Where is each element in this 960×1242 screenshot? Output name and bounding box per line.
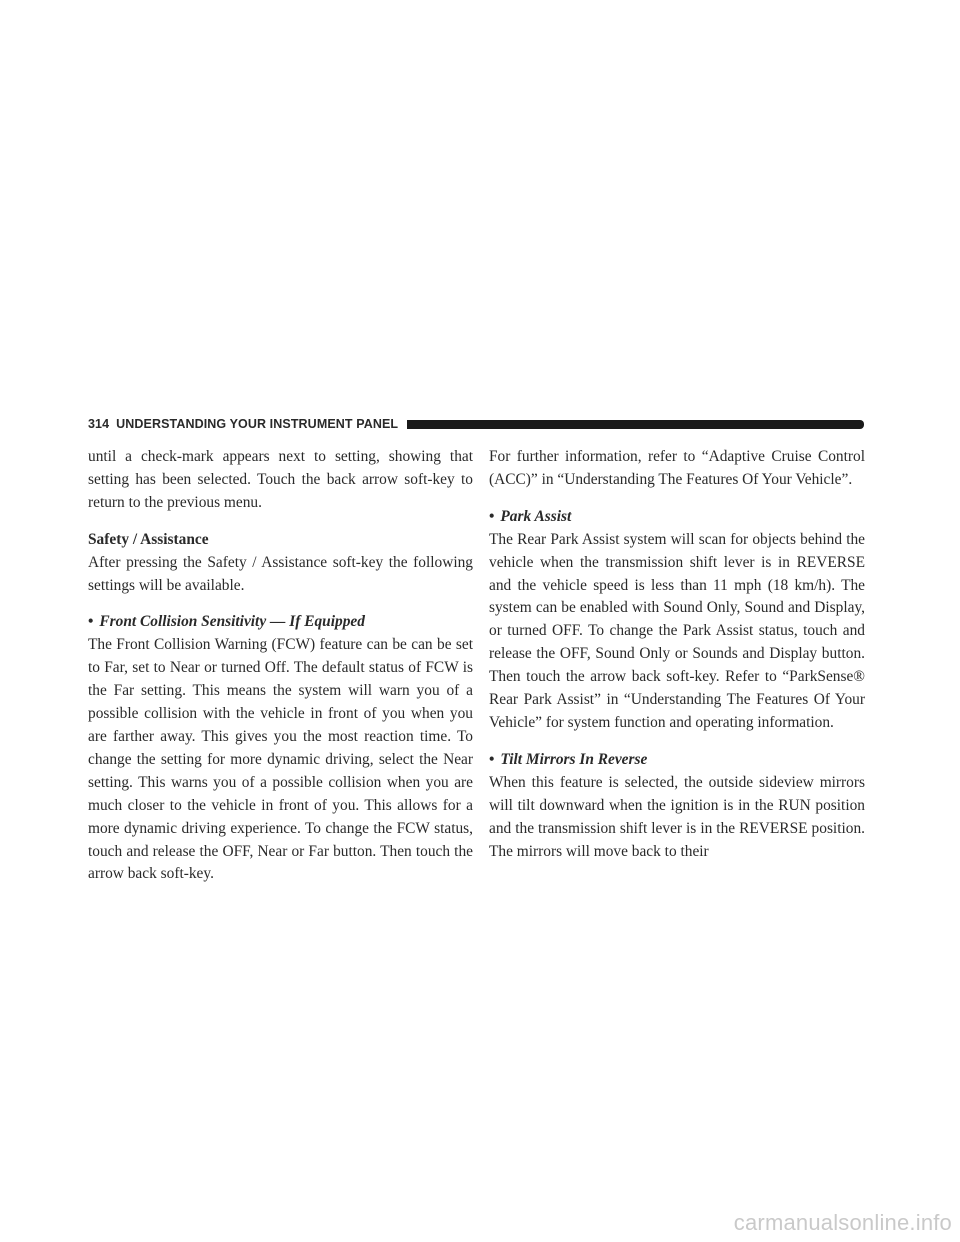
page-header bbox=[88, 416, 864, 432]
header-rule bbox=[407, 420, 864, 429]
park-assist-text: The Rear Park Assist system will scan for objects behind the vehicle when the transmission shift lever is in REVERSE and the vehicle speed is less than 11 mph (18 km/h). The system can be enabled with Sound Only, Sound and Display, or turned OFF. To change the Park Assist status, touch and release the OFF, Sound Only or Sounds and Display button. Then touch the arrow back soft-key. Refer to “ParkSense® Rear Park Assist” in “Understanding The Features Of Your Vehicle” for system function and operating information. bbox=[489, 530, 865, 731]
bullet-icon: • bbox=[88, 613, 94, 631]
front-collision-title bbox=[88, 611, 473, 634]
safety-assistance-text: After pressing the Safety / Assistance soft-key the following settings will be available. bbox=[88, 553, 473, 594]
front-collision-text: The Front Collision Warning (FCW) feature can be can be set to Far, set to Near or turned Off. The default status of FCW is the Far setting. This means the system will warn you of a possible collision with the vehicle in front of you when you are farther away. This gives you the most reaction time. To change the setting for more dynamic driving, select the Near setting. This warns you of a possible collision when you are much closer to the vehicle in front of you. This allows for a more dynamic driving experience. To change the FCW status, touch and release the OFF, Near or Far button. Then touch the arrow back soft-key. bbox=[88, 636, 473, 883]
tilt-mirrors-title bbox=[489, 749, 865, 772]
intro-paragraph: until a check-mark appears next to setting, showing that setting has been selected. Touch the back arrow soft-key to return to the previous menu. bbox=[88, 448, 473, 511]
front-collision-title-text: Front Collision Sensitivity — If Equipped bbox=[99, 613, 365, 631]
tilt-mirrors-text: When this feature is selected, the outside sideview mirrors will tilt downward when the ignition is in the RUN position and the transmission shift lever is in the REVERSE position. The mirrors will move back to their bbox=[489, 773, 865, 860]
watermark: carmanualsonline.info bbox=[733, 1210, 952, 1235]
section-title: UNDERSTANDING YOUR INSTRUMENT PANEL bbox=[116, 417, 399, 431]
safety-assistance-heading: Safety / Assistance bbox=[88, 530, 209, 548]
bullet-icon: • bbox=[489, 750, 495, 768]
acc-reference-paragraph: For further information, refer to “Adaptive Cruise Control (ACC)” in “Understanding The Features Of Your Vehicle”. bbox=[489, 448, 865, 488]
right-column bbox=[489, 446, 865, 877]
park-assist-title bbox=[489, 506, 865, 529]
page-number: 314 bbox=[88, 417, 110, 431]
park-assist-title-text: Park Assist bbox=[500, 507, 572, 525]
left-column bbox=[88, 446, 473, 900]
tilt-mirrors-title-text: Tilt Mirrors In Reverse bbox=[500, 750, 648, 768]
bullet-icon: • bbox=[489, 507, 495, 525]
